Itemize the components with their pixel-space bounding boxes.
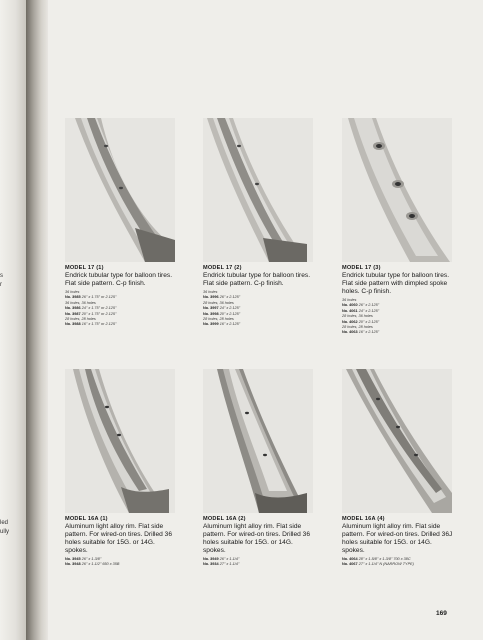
model-description: Endrick tubular type for balloon tires. Flat side pattern. C-p finish. xyxy=(203,272,311,287)
part-number: No. 3996 xyxy=(203,295,219,300)
model-title: MODEL 16A (2) xyxy=(203,516,246,522)
part-number-row xyxy=(342,330,454,335)
part-number-row xyxy=(65,562,177,567)
part-size: 20" x 1.75" or 2.125" xyxy=(81,311,117,316)
rim-photo-model-17-2 xyxy=(203,118,313,262)
edge-fragment: ully xyxy=(0,529,10,535)
rim-photo-model-17-3 xyxy=(342,118,452,262)
rim-photo-model-16a-2 xyxy=(203,369,313,513)
part-list xyxy=(342,557,454,568)
product-model-16a-4 xyxy=(342,516,454,568)
part-list xyxy=(65,290,177,328)
book-gutter xyxy=(26,0,48,640)
part-size: 20" x 2.125" xyxy=(219,311,241,316)
product-model-16a-1 xyxy=(65,516,177,568)
part-number-row xyxy=(342,562,454,567)
part-number: No. 3987 xyxy=(65,311,81,316)
part-size: 26" x 1-1/2" 650 x 35B xyxy=(81,562,120,567)
part-list xyxy=(65,557,177,568)
part-number: No. 4061 xyxy=(342,308,358,313)
part-number: No. 3934 xyxy=(203,562,219,567)
model-title: MODEL 17 (1) xyxy=(65,265,104,271)
rim-image xyxy=(203,118,313,262)
part-number: No. 3949 xyxy=(203,557,219,561)
part-size: 26" x 2.125" xyxy=(219,295,241,300)
hole-note: 36 holes xyxy=(65,290,80,294)
hole-note: 28 holes, 28 holes xyxy=(65,317,96,322)
part-size: 24" x 2.125" xyxy=(219,306,241,311)
part-number: No. 3999 xyxy=(203,322,219,327)
model-title: MODEL 16A (4) xyxy=(342,516,385,522)
rim-photo-model-17-1 xyxy=(65,118,175,262)
model-description: Endrick tubular type for balloon tires. Flat side pattern. C-p finish. xyxy=(65,272,173,287)
rim-photo-model-16a-1 xyxy=(65,369,175,513)
model-title: MODEL 16A (1) xyxy=(65,516,108,522)
part-number: No. 3997 xyxy=(203,306,219,311)
edge-fragment: led xyxy=(0,520,9,526)
page-number: 169 xyxy=(436,610,447,617)
part-number: No. 3986 xyxy=(65,306,81,311)
part-list xyxy=(203,557,315,568)
part-size: 24" x 2.125" xyxy=(358,308,380,313)
part-size: 24" x 1.75" or 2.125" xyxy=(81,306,117,311)
rim-image xyxy=(342,369,452,513)
part-number-row xyxy=(203,322,315,327)
rim-photo-model-16a-4 xyxy=(342,369,452,513)
part-size: 16" x 2.125" xyxy=(219,322,241,327)
model-description: Aluminum light alloy rim. Flat side pattern. For wired-on tires. Drilled 36J holes suitable for 15G. or 14G. spokes. xyxy=(342,523,453,554)
part-number: No. 4062 xyxy=(342,319,358,324)
model-title: MODEL 17 (3) xyxy=(342,265,381,271)
product-model-16a-2 xyxy=(203,516,315,568)
edge-fragment: r xyxy=(0,282,2,288)
part-size: 27" x 1-1/4" N (NARROW TYPE) xyxy=(358,562,414,567)
product-model-17-1 xyxy=(65,265,177,328)
part-number-row xyxy=(65,322,177,327)
hole-note: 28 holes, 36 holes xyxy=(203,300,234,305)
part-list xyxy=(342,298,454,336)
part-number: No. 3945 xyxy=(65,557,81,561)
rim-image xyxy=(203,369,313,513)
part-number-row xyxy=(203,562,315,567)
product-model-17-3 xyxy=(342,265,454,336)
part-number: No. 4064 xyxy=(342,557,358,561)
rim-image xyxy=(65,118,175,262)
part-number: No. 3948 xyxy=(65,562,81,567)
model-title: MODEL 17 (2) xyxy=(203,265,242,271)
rim-image xyxy=(342,118,452,262)
part-size: 26" x 1-3/8" xyxy=(81,557,102,561)
model-description: Endrick tubular type for balloon tires. Flat side pattern with dimpled spoke holes. C-p finish. xyxy=(342,272,450,295)
previous-page-edge xyxy=(0,0,26,640)
part-number: No. 3985 xyxy=(65,295,81,300)
rim-image xyxy=(65,369,175,513)
part-list xyxy=(203,290,315,328)
part-number: No. 4060 xyxy=(342,303,358,308)
part-size: 27" x 1-1/4" xyxy=(219,562,240,567)
model-description: Aluminum light alloy rim. Flat side pattern. For wired-on tires. Drilled 36 holes suitable for 15G. or 14G. spokes. xyxy=(65,523,173,554)
part-size: 16" x 2.125" xyxy=(358,330,380,335)
model-description: Aluminum light alloy rim. Flat side pattern. For wired-on tires. Drilled 36 holes suitable for 15G. or 14G. spokes. xyxy=(203,523,311,554)
hole-note: 36 holes, 36 holes xyxy=(65,300,96,305)
hole-note: 28 holes, 28 holes xyxy=(342,325,373,330)
part-number: No. 4063 xyxy=(342,330,358,335)
part-number: No. 4067 xyxy=(342,562,358,567)
part-size: 20" x 2.125" xyxy=(358,319,380,324)
part-size: 26" x 1-1/4" xyxy=(219,557,240,561)
hole-note: 28 holes, 36 holes xyxy=(342,314,373,319)
hole-note: 36 holes xyxy=(203,290,218,294)
part-size: 26" x 2.125" xyxy=(358,303,380,308)
part-size: 16" x 1.75" or 2.125" xyxy=(81,322,117,327)
part-size: 28" x 1-5/8" x 1-3/8" 700 x 38C xyxy=(358,557,411,561)
part-number: No. 3988 xyxy=(65,322,81,327)
part-size: 26" x 1.75" or 2.125" xyxy=(81,295,117,300)
product-model-17-2 xyxy=(203,265,315,328)
hole-note: 28 holes, 28 holes xyxy=(203,317,234,322)
part-number: No. 3998 xyxy=(203,311,219,316)
hole-note: 36 holes xyxy=(342,298,357,302)
edge-fragment: s xyxy=(0,273,3,279)
